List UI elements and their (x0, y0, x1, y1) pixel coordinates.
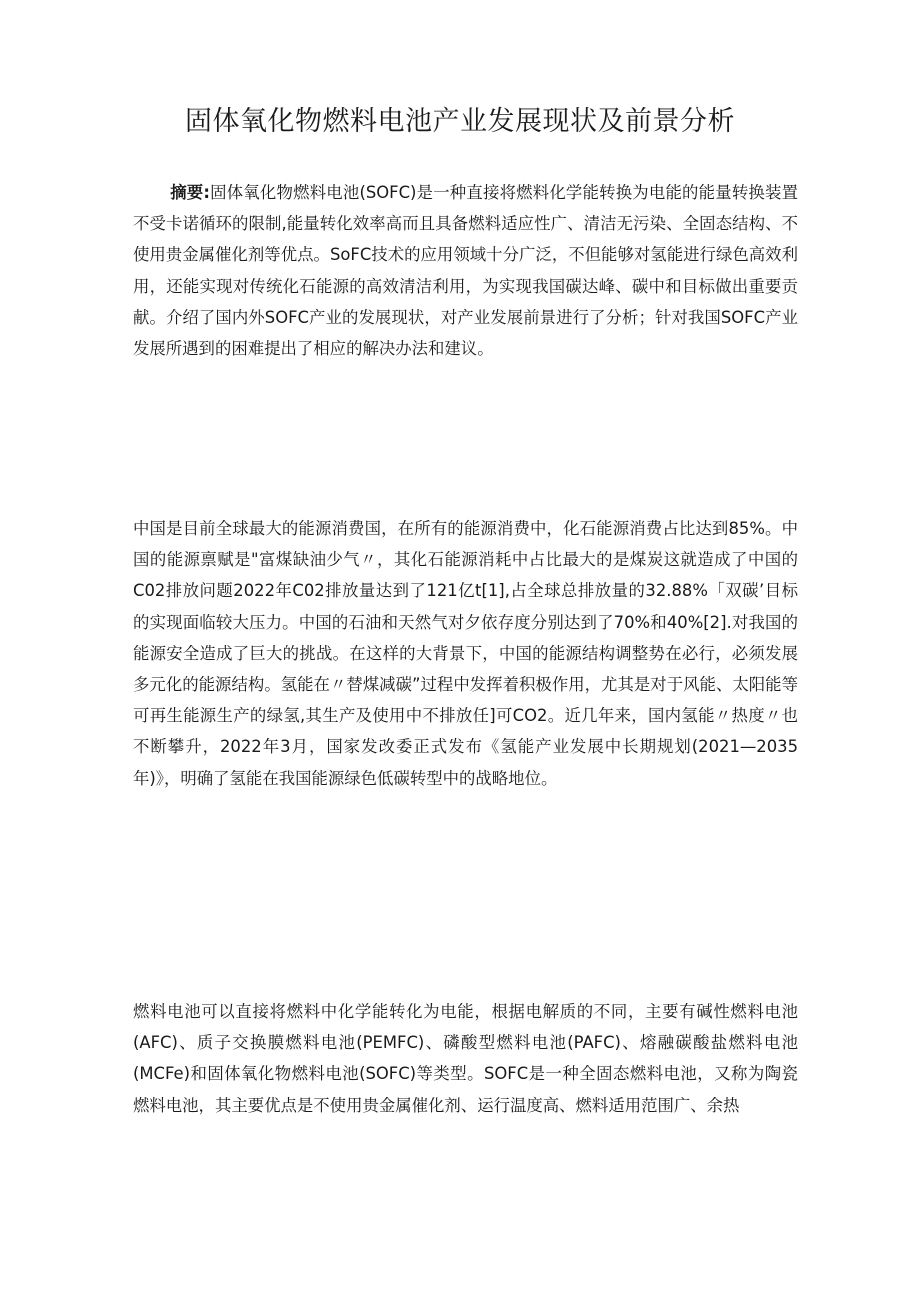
body-paragraph-energy-structure (133, 513, 798, 794)
body-paragraph-fuel-cell-types (133, 996, 798, 1121)
abstract-text: 固体氧化物燃料电池(SOFC)是一种直接将燃料化学能转换为电能的能量转换装置不受卡诺循环的限制,能量转化效率高而且具备燃料适应性广、清洁无污染、全固态结构、不使用贵金属催化剂等优点。SoFC技术的应用领域十分广泛，不但能够对氢能进行绿色高效利用，还能实现对传统化石能源的高效清洁利用，为实现我国碳达峰、碳中和目标做出重要贡献。介绍了国内外SOFC产业的发展现状，对产业发展前景进行了分析；针对我国SOFC产业发展所遇到的困难提出了相应的解决办法和建议。 (133, 183, 798, 359)
document-title: 固体氧化物燃料电池产业发展现状及前景分析 (185, 106, 735, 137)
abstract-paragraph (133, 177, 798, 364)
paragraph-text: 燃料电池可以直接将燃料中化学能转化为电能，根据电解质的不同，主要有碱性燃料电池(AFC)、质子交换膜燃料电池(PEMFC)、磷酸型燃料电池(PAFC)、熔融碳酸盐燃料电池(MCFe)和固体氧化物燃料电池(SOFC)等类型。SOFC是一种全固态燃料电池，又称为陶瓷燃料电池，其主要优点是不使用贵金属催化剂、运行温度高、燃料适用范围广、余热 (133, 1002, 798, 1115)
paragraph-text: 中国是目前全球最大的能源消费国，在所有的能源消费中，化石能源消费占比达到85%。中国的能源禀赋是"富煤缺油少气〃，其化石能源消耗中占比最大的是煤炭这就造成了中国的C02排放问题2022年C02排放量达到了121亿t[1],占全球总排放量的32.88%「双碳’目标的实现面临较大压力。中国的石油和天然气对夕依存度分别达到了70%和40%[2].对我国的能源安全造成了巨大的挑战。在这样的大背景下，中国的能源结构调整势在必行，必须发展多元化的能源结构。氢能在〃替煤减碳”过程中发挥着积极作用，尤其是对于风能、太阳能等可再生能源生产的绿氢,其生产及使用中不排放任]可CO2。近几年来，国内氢能〃热度〃也不断攀升，2022年3月，国家发改委正式发布《氢能产业发展中长期规划(2021—2035年)》，明确了氢能在我国能源绿色低碳转型中的战略地位。 (133, 519, 798, 788)
abstract-label: 摘要: (170, 183, 210, 202)
